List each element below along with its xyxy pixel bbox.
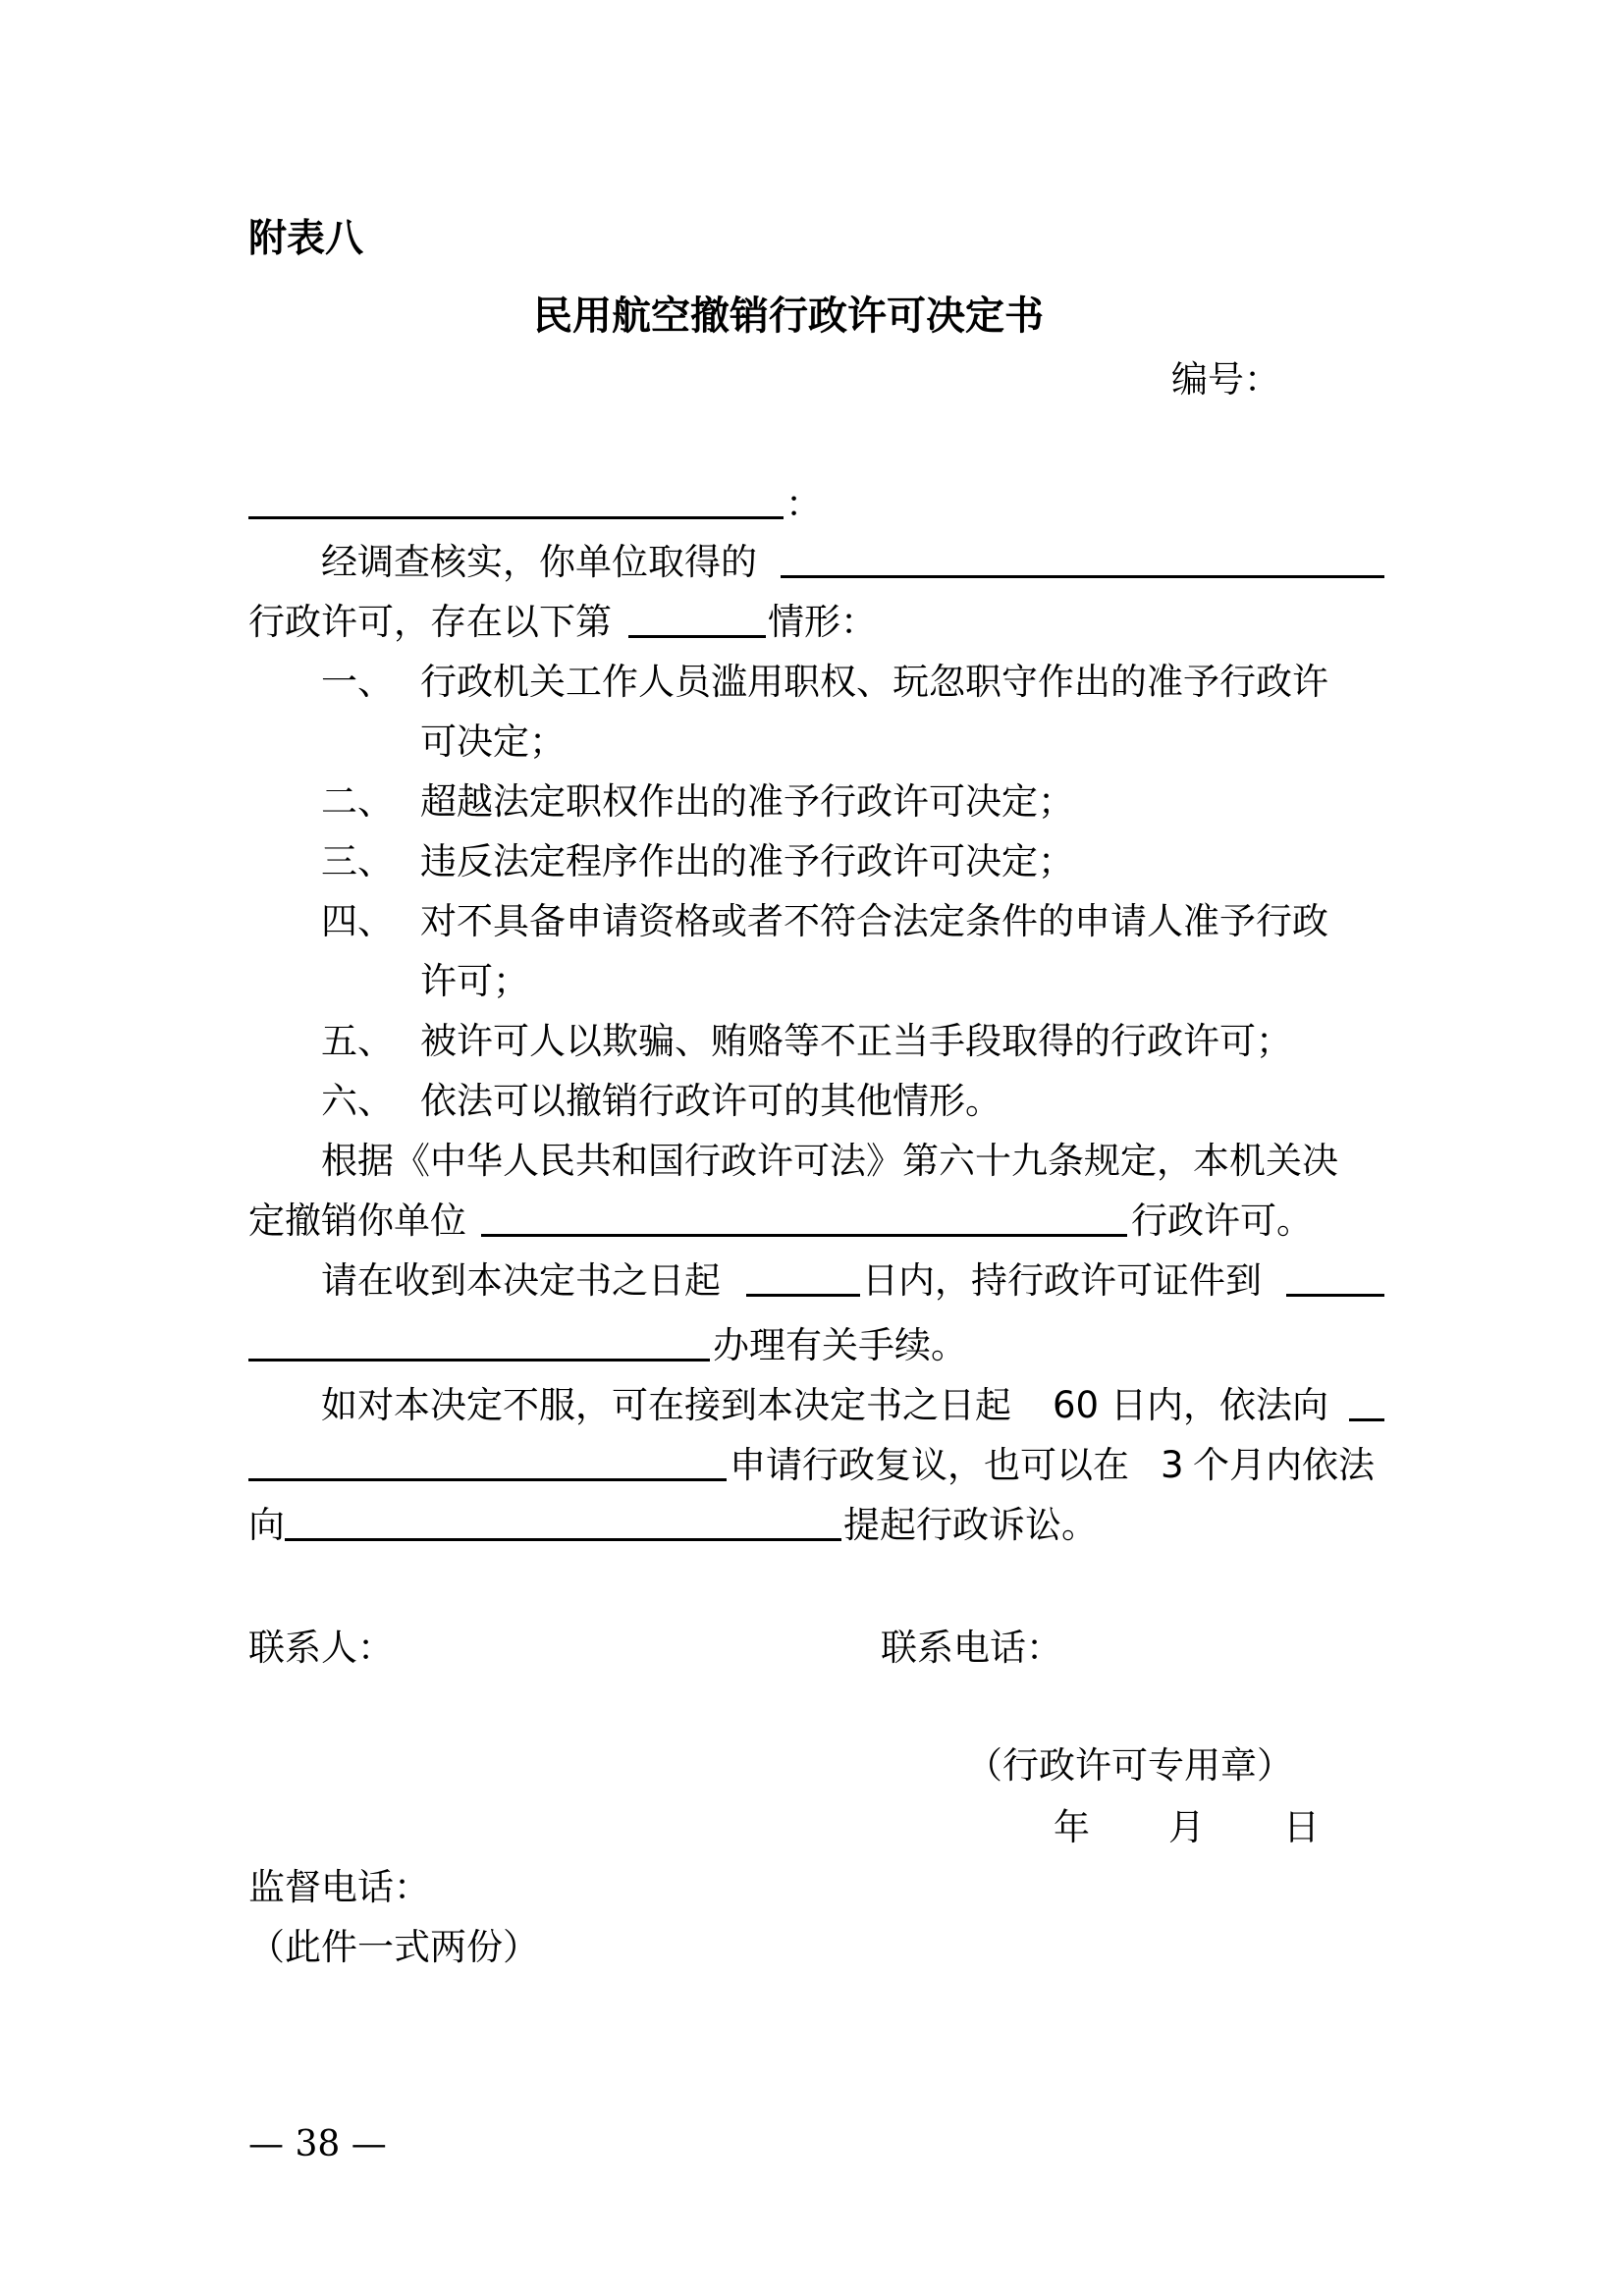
item-1-text-cont: 可决定； [420,721,566,763]
para1-prefix: 经调查核实，你单位取得的 [321,541,757,583]
item-3-text: 违反法定程序作出的准予行政许可决定； [420,840,1074,882]
item-6-number: 六、 [321,1080,394,1122]
item-1-number: 一、 [321,661,394,703]
item-2-number: 二、 [321,780,394,823]
item-3-number: 三、 [321,840,394,882]
para4-line3-b: 提起行政诉讼。 [843,1504,1098,1546]
seal-label: （行政许可专用章） [966,1744,1293,1787]
item-4-text-cont: 许可； [420,960,529,1002]
office-blank-start[interactable] [1286,1294,1384,1297]
appendix-label: 附表八 [248,217,364,261]
court-blank[interactable] [285,1538,841,1541]
para4-line1-b: 日内，依法向 [1110,1384,1328,1426]
item-1-text: 行政机关工作人员滥用职权、玩忽职守作出的准予行政许 [420,661,1328,703]
license-name-blank[interactable] [781,575,1384,578]
number-label: 编号： [1171,358,1280,400]
review-authority-blank-cont[interactable] [248,1478,727,1481]
addressee-blank[interactable] [248,516,784,519]
appeal-months: 3 [1161,1444,1184,1486]
office-blank-cont[interactable] [248,1359,710,1362]
addressee-colon: ： [785,483,822,525]
para3-line1-b: 日内，持行政许可证件到 [862,1259,1262,1302]
item-4-text: 对不具备申请资格或者不符合法定条件的申请人准予行政 [420,900,1328,942]
para3-line2: 办理有关手续。 [713,1324,967,1366]
item-2-text: 超越法定职权作出的准予行政许可决定； [420,780,1074,823]
para3-line1-a: 请在收到本决定书之日起 [321,1259,721,1302]
contact-phone-label: 联系电话： [881,1627,1062,1669]
copies-note: （此件一式两份） [248,1926,539,1968]
date-day: 日 [1283,1806,1320,1848]
date-year: 年 [1054,1806,1090,1848]
para2-line2-a: 定撤销你单位 [248,1200,466,1242]
para1-line2-b: 情形： [768,601,877,643]
appeal-days: 60 [1053,1384,1100,1426]
page-number: — 38 — [248,2124,387,2164]
item-5-text: 被许可人以欺骗、贿赂等不正当手段取得的行政许可； [420,1020,1292,1062]
contact-person-label: 联系人： [248,1627,394,1669]
item-5-number: 五、 [321,1020,394,1062]
para2-line1: 根据《中华人民共和国行政许可法》第六十九条规定，本机关决 [321,1140,1338,1182]
situation-number-blank[interactable] [628,635,766,638]
para4-line2-a: 申请行政复议，也可以在 [730,1444,1129,1486]
item-6-text: 依法可以撤销行政许可的其他情形。 [420,1080,1001,1122]
days-blank[interactable] [746,1294,860,1297]
date-month: 月 [1168,1806,1205,1848]
para4-line2-b: 个月内依法 [1193,1444,1375,1486]
revoked-license-blank[interactable] [481,1234,1127,1237]
para4-line1-a: 如对本决定不服，可在接到本决定书之日起 [321,1384,1011,1426]
supervision-phone-label: 监督电话： [248,1866,430,1908]
para1-line2-a: 行政许可，存在以下第 [248,601,612,643]
para4-line3-a: 向 [248,1504,285,1546]
item-4-number: 四、 [321,900,394,942]
para2-line2-b: 行政许可。 [1131,1200,1313,1242]
document-title: 民用航空撤销行政许可决定书 [533,294,1044,339]
review-authority-blank-start[interactable] [1349,1418,1384,1421]
